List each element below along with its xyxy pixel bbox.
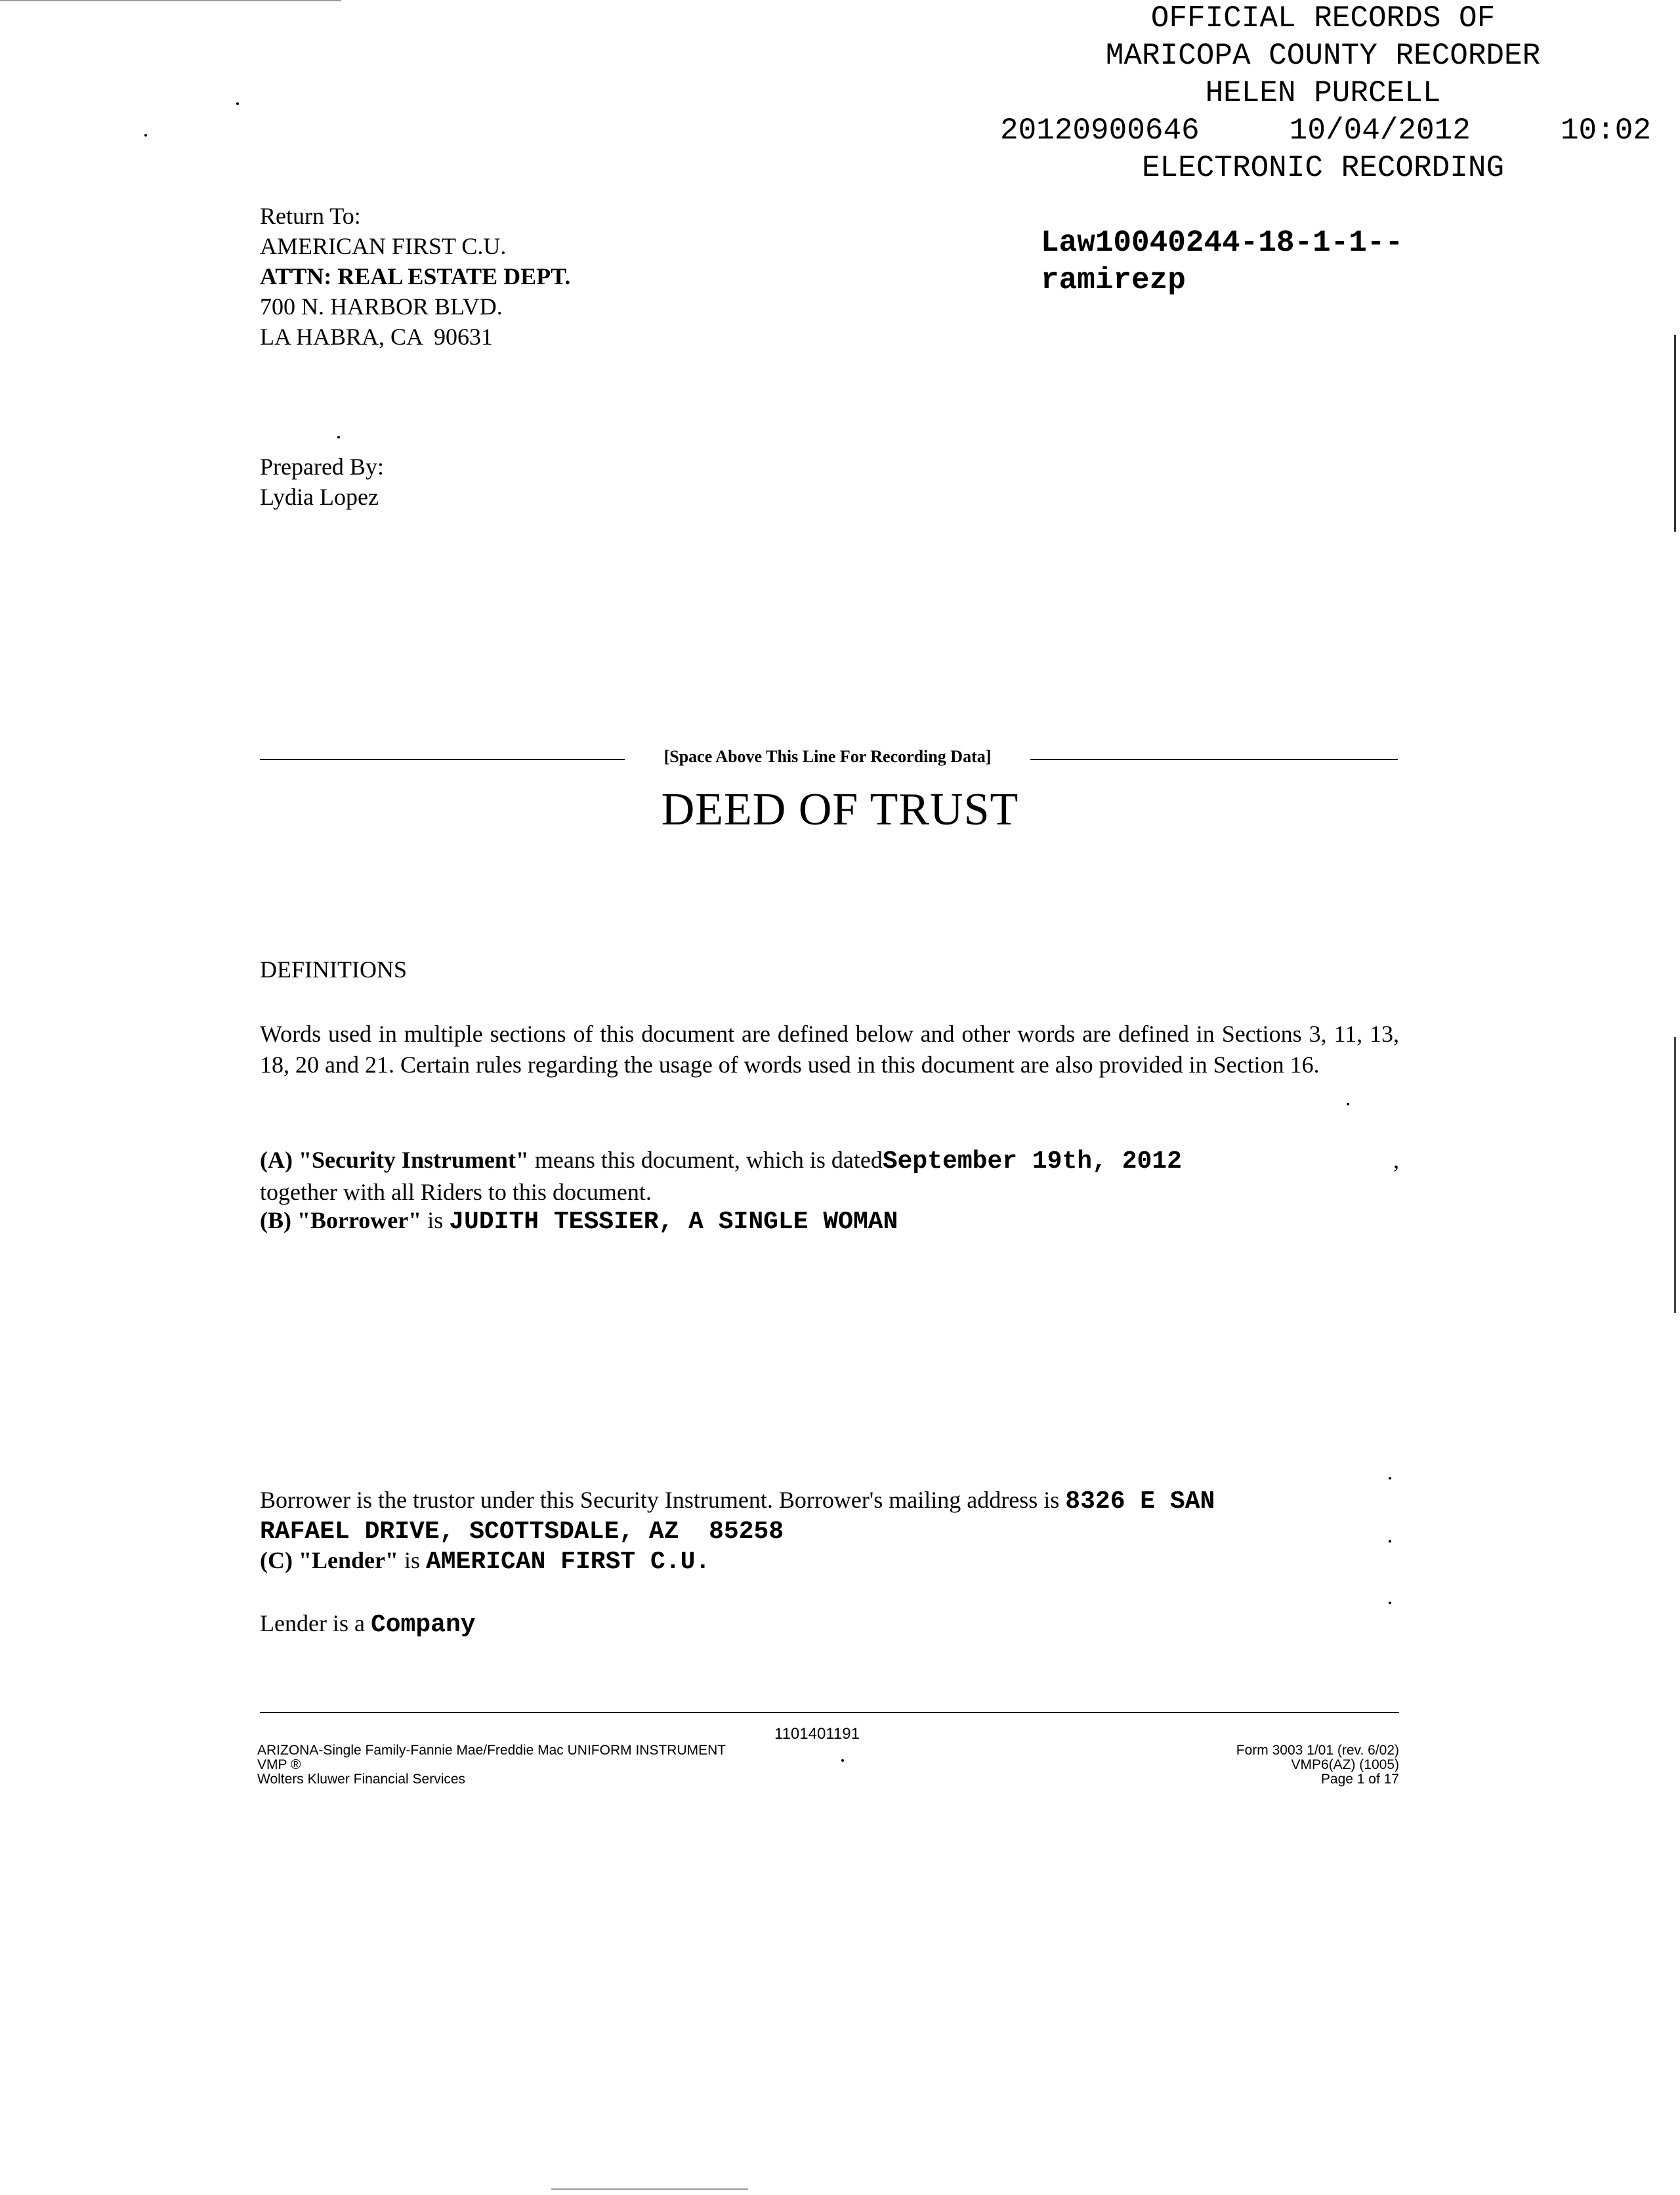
lender-type bbox=[260, 1609, 476, 1639]
footer-left bbox=[257, 1743, 726, 1787]
prepared-by-block bbox=[260, 452, 384, 512]
recording-code-line-1: Law10040244-18-1-1-- bbox=[1041, 226, 1404, 260]
stamp-line-2: MARICOPA COUNTY RECORDER bbox=[1105, 39, 1541, 73]
lender-type-value: Company bbox=[370, 1611, 476, 1639]
return-to-name: AMERICAN FIRST C.U. bbox=[260, 233, 507, 259]
definition-a-text-2: together with all Riders to this document. bbox=[260, 1179, 652, 1205]
footer-right bbox=[1155, 1743, 1399, 1787]
return-to-city: LA HABRA, CA 90631 bbox=[260, 324, 494, 350]
scan-bottom-edge bbox=[551, 2188, 748, 2190]
footer-vmp-code: VMP6(AZ) (1005) bbox=[1291, 1757, 1399, 1772]
stamp-dateline bbox=[995, 112, 1651, 150]
borrower-address-line-2: RAFAEL DRIVE, SCOTTSDALE, AZ 85258 bbox=[260, 1518, 784, 1546]
prepared-by-label: Prepared By: bbox=[260, 454, 384, 480]
stamp-line-5: ELECTRONIC RECORDING bbox=[1141, 151, 1505, 185]
recording-line-label: [Space Above This Line For Recording Data] bbox=[663, 747, 992, 766]
document-date: September 19th, 2012 bbox=[882, 1147, 1182, 1176]
scan-edge-mark bbox=[1674, 1037, 1676, 1313]
recording-code bbox=[1041, 224, 1403, 299]
definition-b bbox=[260, 1206, 898, 1236]
stamp-time: 10:02 bbox=[1560, 114, 1651, 148]
prepared-by-name: Lydia Lopez bbox=[260, 484, 379, 510]
scan-speck bbox=[236, 102, 239, 105]
borrower-name: JUDITH TESSIER, A SINGLE WOMAN bbox=[449, 1208, 898, 1236]
borrower-address-line-1: 8326 E SAN bbox=[1065, 1487, 1215, 1516]
return-to-block bbox=[260, 201, 570, 352]
footer-publisher: Wolters Kluwer Financial Services bbox=[257, 1772, 466, 1787]
loan-number: 1101401191 bbox=[774, 1725, 860, 1743]
definition-b-term: (B) "Borrower" bbox=[260, 1207, 422, 1233]
recording-code-line-2: ramirezp bbox=[1041, 263, 1186, 297]
return-to-attn: ATTN: REAL ESTATE DEPT. bbox=[260, 263, 571, 289]
definition-a-term: (A) "Security Instrument" bbox=[260, 1147, 529, 1173]
scan-speck bbox=[841, 1759, 844, 1762]
recording-line-left bbox=[260, 759, 625, 760]
lender-type-text: Lender is a bbox=[260, 1610, 371, 1636]
stamp-line-1: OFFICIAL RECORDS OF bbox=[1150, 1, 1496, 35]
definition-a-text: means this document, which is dated bbox=[528, 1147, 883, 1173]
scan-speck bbox=[1347, 1103, 1349, 1105]
recording-stamp bbox=[995, 0, 1651, 187]
definition-b-text: is bbox=[421, 1207, 450, 1233]
borrower-address-block bbox=[260, 1485, 1399, 1547]
return-to-street: 700 N. HARBOR BLVD. bbox=[260, 293, 503, 320]
definitions-intro: Words used in multiple sections of this document are defined below and other words are defined in Sections 3, 11, 13, 18, 20 and 21. Certain rules regarding the usage of words used in this document are also provided in Section 16. bbox=[260, 1021, 1399, 1078]
stamp-line-3: HELEN PURCELL bbox=[1205, 76, 1441, 110]
definition-c-term: (C) "Lender" bbox=[260, 1547, 398, 1573]
scan-edge-mark bbox=[1674, 335, 1676, 532]
document-title: DEED OF TRUST bbox=[661, 784, 1019, 835]
footer-vmp: VMP ® bbox=[257, 1757, 301, 1772]
scan-speck bbox=[1389, 1477, 1391, 1480]
return-to-label: Return To: bbox=[260, 203, 361, 229]
definition-c-text: is bbox=[398, 1547, 426, 1573]
footer-form-number: Form 3003 1/01 (rev. 6/02) bbox=[1236, 1743, 1399, 1758]
definition-a-comma: , bbox=[1393, 1147, 1399, 1173]
scan-speck bbox=[337, 436, 340, 438]
stamp-date: 10/04/2012 bbox=[1289, 114, 1471, 148]
scan-top-edge bbox=[0, 0, 341, 1]
scan-speck bbox=[1389, 1602, 1391, 1604]
scan-speck bbox=[1389, 1540, 1391, 1543]
footer-form-title: ARIZONA-Single Family-Fannie Mae/Freddie Mac UNIFORM INSTRUMENT bbox=[257, 1743, 726, 1758]
definition-a bbox=[260, 1145, 1399, 1208]
stamp-doc-number: 20120900646 bbox=[1000, 114, 1200, 148]
definitions-heading: DEFINITIONS bbox=[260, 956, 407, 983]
scan-speck bbox=[144, 134, 147, 137]
borrower-address-text: Borrower is the trustor under this Security Instrument. Borrower's mailing address is bbox=[260, 1487, 1066, 1513]
definition-c bbox=[260, 1546, 710, 1576]
footer-rule bbox=[260, 1712, 1399, 1713]
lender-name: AMERICAN FIRST C.U. bbox=[425, 1548, 711, 1576]
footer-page-number: Page 1 of 17 bbox=[1320, 1772, 1399, 1787]
recording-line-right bbox=[1030, 759, 1398, 760]
